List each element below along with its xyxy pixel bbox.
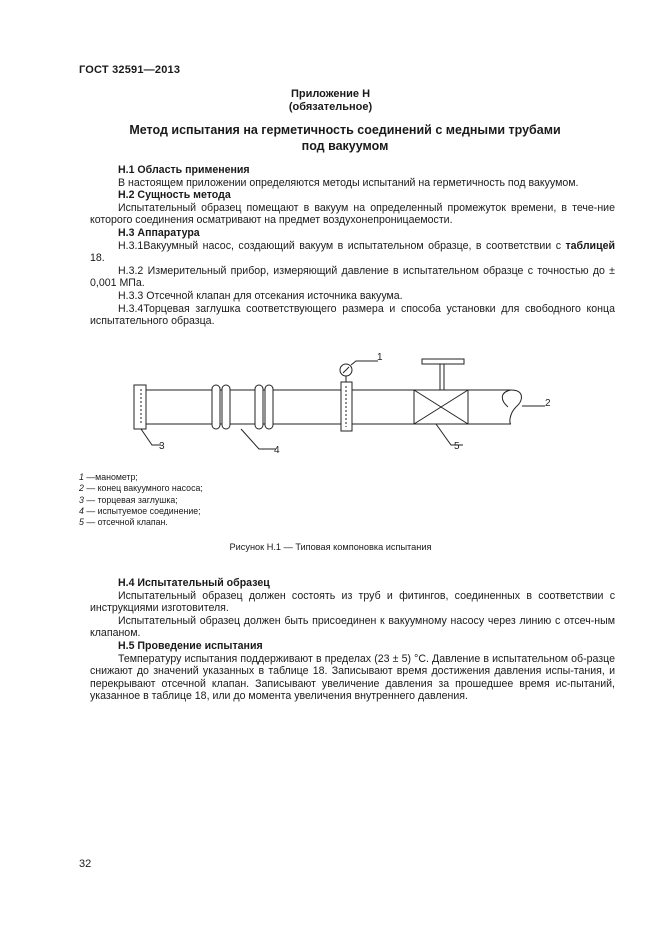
paragraph-vacuum-pump [90,240,615,265]
pipe-break-end [510,390,522,424]
paragraph-specimen-2: Испытательный образец должен быть присоединен к вакуумному насосу через линию с отсеч-ным клапаном. [90,614,615,640]
leader-1 [351,361,378,365]
paragraph-scope: В настоящем приложении определяются методы испытаний на герметичность под вакуумом. [118,176,579,189]
figure-caption: Рисунок Н.1 — Типовая компоновка испытания [229,542,432,552]
paragraph-valve: Н.3.3 Отсечной клапан для отсекания источника вакуума. [118,289,403,302]
leader-3 [141,429,161,445]
title-line-1: Метод испытания на герметичность соединений с медными трубами [129,123,561,137]
heading-apparatus: Н.3 Аппаратура [118,226,200,239]
paragraph-specimen-1: Испытательный образец должен состоять из труб и фитингов, соединенных в соответствии с инструкциями изготовителя. [90,589,615,615]
legend-item: 5 — отсечной клапан. [79,517,168,528]
joint-ring-1 [212,385,220,429]
legend-item: 3 — торцевая заглушка; [79,494,178,505]
body-section-2 [90,577,615,703]
joint-ring-2 [255,385,263,429]
end-cap-shape [134,385,146,429]
document-code: ГОСТ 32591—2013 [79,64,181,76]
figure-legend [79,472,203,528]
page-number: 32 [79,858,92,870]
pump-text-a: Н.3.1Вакуумный насос, создающий вакуум в испытательном образце, в соответствии с [118,239,566,252]
paragraph-end-cap: Н.3.4Торцевая заглушка соответствующего размера и способа установки для свободного конца испытательного образца. [90,302,615,328]
test-setup-diagram [0,342,661,462]
paragraph-procedure: Температуру испытания поддерживают в пределах (23 ± 5) °С. Давление в испытательном об-разце снижают до значений указанных в таблице 18. Записывают время достижения давления испы-тания, и перекрывают отсечной клапан. Записывают увеличение давления за прошедшее время ис-пытаний, указанное в таблице 18, или до момента увеличения внутреннего давления. [90,652,615,703]
title-line-2: под вакуумом [301,139,389,153]
callout-2: 2 [545,398,551,409]
document-title [90,122,600,154]
heading-scope: Н.1 Область применения [118,164,250,176]
legend-item: 4 — испытуемое соединение; [79,505,201,516]
callout-5: 5 [454,441,460,452]
paragraph-gauge: Н.3.2 Измерительный прибор, измеряющий давление в испытательном образце с точностью до ± 0,001 МПа. [90,264,615,290]
heading-procedure: Н.5 Проведение испытания [118,639,263,652]
valve-handwheel [422,359,464,364]
legend-item: 2 — конец вакуумного насоса; [79,483,203,494]
pump-text-c: 18. [90,252,105,265]
legend-item: 1 —манометр; [79,472,138,482]
paragraph-principle: Испытательный образец помещают в вакуум на определенный промежуток времени, в тече-ние которого соединения осматривают на предмет воздухонепроницаемости. [90,201,615,227]
callout-1: 1 [377,352,383,363]
appendix-status: (обязательное) [288,101,373,113]
pump-text-table: таблицей [565,239,615,252]
body-section-1 [90,164,615,328]
callout-3: 3 [159,441,165,452]
leader-4 [241,429,276,449]
heading-principle: Н.2 Сущность метода [118,189,231,202]
appendix-title: Приложение Н [290,88,371,100]
callout-4: 4 [274,445,280,456]
heading-specimen: Н.4 Испытательный образец [118,577,270,589]
